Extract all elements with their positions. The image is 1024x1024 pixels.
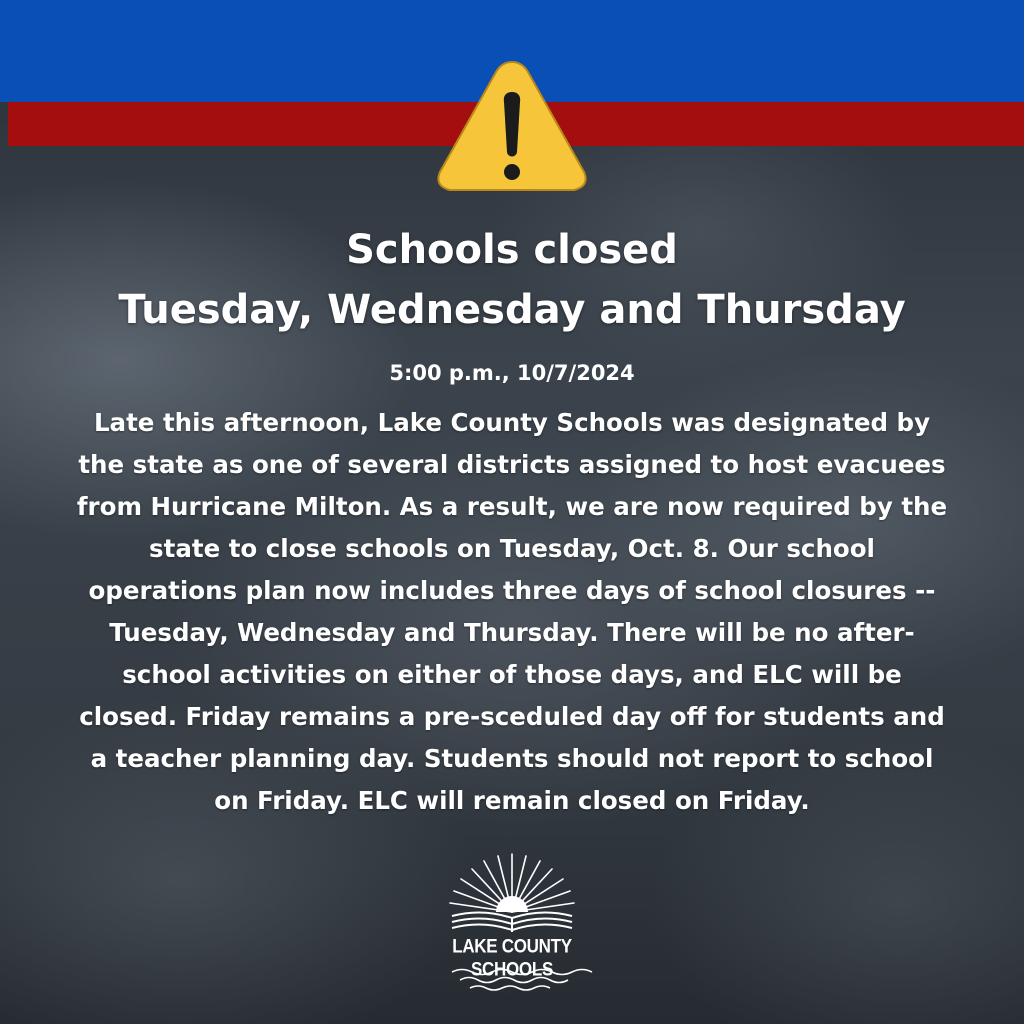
wave-lines-icon [412, 966, 612, 996]
alert-timestamp: 5:00 p.m., 10/7/2024 [389, 361, 635, 385]
warning-triangle-icon [432, 56, 592, 196]
alert-body: Late this afternoon, Lake County Schools was designated by the state as one of several districts assigned to host evacuees from Hurricane Milton. As a result, we are now required by the state to close schools on Tuesday, Oct. 8. Our school operations plan now includes three days of school closures -- Tuesday, Wednesday and Thursday. There will be no after- school activities on either of those days, and ELC will be closed. Friday remains a pre-sceduled day off for students and a teacher planning day. Students should not report to school on Friday. ELC will remain closed on Friday. [76, 408, 948, 815]
alert-title-line2: Tuesday, Wednesday and Thursday [118, 287, 906, 333]
alert-content [0, 220, 1024, 822]
logo-text: LAKE COUNTY SCHOOLS [452, 935, 572, 980]
sunburst-book-logo-icon [412, 850, 612, 940]
lake-county-schools-logo [412, 850, 612, 1000]
alert-title-line1: Schools closed [346, 227, 678, 273]
